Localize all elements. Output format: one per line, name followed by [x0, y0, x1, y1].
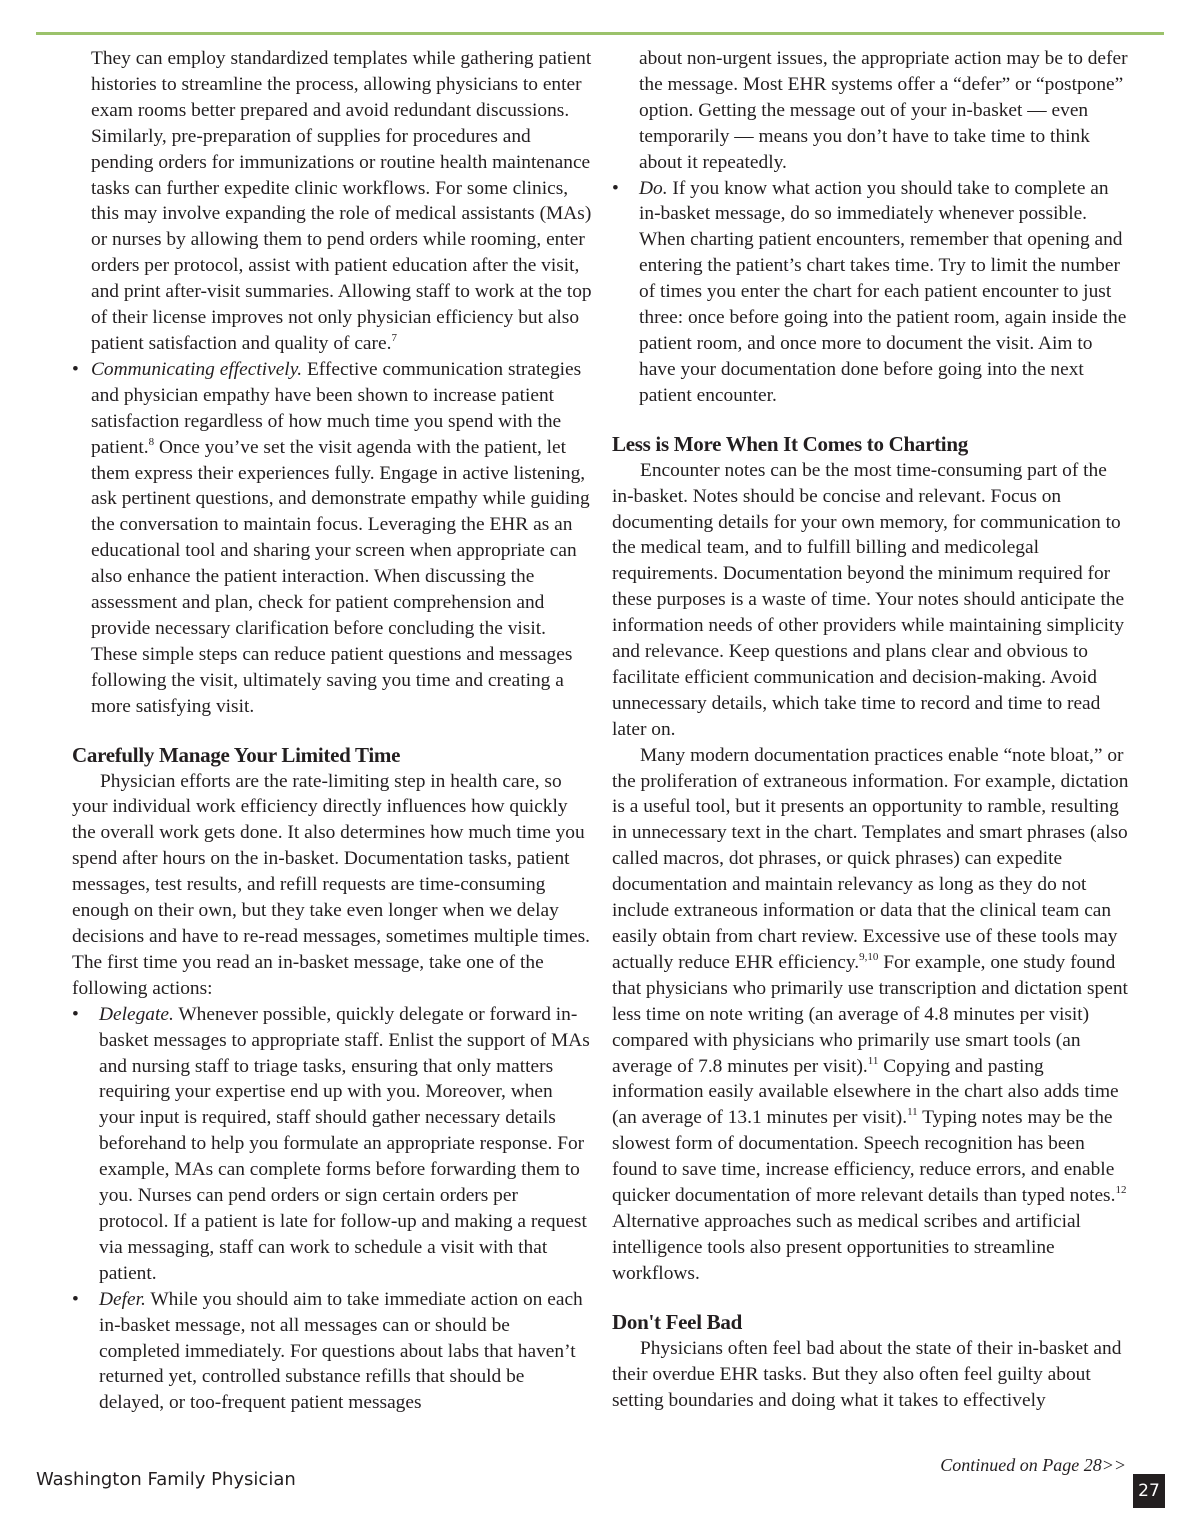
left-column: [72, 46, 592, 1416]
heading-manage-time: Carefully Manage Your Limited Time: [72, 742, 401, 767]
publication-name: Washington Family Physician: [36, 1469, 296, 1490]
paragraph: They can employ standardized templates while gathering patient histories to streamline the process, allowing physicians to enter exam rooms better prepared and avoid redundant discussions. Similarly, pre-preparation of supplies for procedures and pending orders for immunizations or routine health maintenance tasks can further expedite clinic workflows. For some clinics, this may involve expanding the role of medical assistants (MAs) or nurses by allowing them to pend orders while rooming, enter orders per protocol, assist with patient education after the visit, and print after-visit summaries. Allowing staff to work at the top of their license improves not only physician efficiency but also patient satisfaction and quality of care.$^7$: [91, 48, 592, 354]
continued-link[interactable]: Continued on Page 28>>: [940, 1455, 1126, 1475]
paragraph: Physicians often feel bad about the state of their in-basket and their overdue EHR tasks. But they also often feel guilty about setting boundaries and doing what it takes to effectively: [612, 1337, 1122, 1411]
bullet-defer: • Defer. While you should aim to take immediate action on each in-basket message, not all messages can or should be completed immediately. For questions about labs that haven’t returned yet, controlled substance refills that should be delayed, or too-frequent patient messages: [72, 1287, 592, 1417]
paragraph: Many modern documentation practices enable “note bloat,” or the proliferation of extraneous information. For example, dictation is a useful tool, but it presents an opportunity to ramble, resulting in unnecessary text in the chart. Templates and smart phrases (also called macros, dot phrases, or quick phrases) can expedite documentation and maintain relevancy as long as they do not include extraneous information or data that the clinical team can easily obtain from chart review. Excessive use of these tools may actually reduce EHR efficiency.$^{9,10}$ For example, one study found that physicians who primarily use transcription and dictation spent less time on note writing (an average of 4.8 minutes per visit) compared with physicians who primarily use smart tools (an average of 7.8 minutes per visit).$^{11}$ Copying and pasting information easily available elsewhere in the chart also adds time (an average of 13.1 minutes per visit).$^{11}$ Typing notes may be the slowest form of documentation. Speech recognition has been found to save time, increase efficiency, reduce errors, and enable quicker documentation of more relevant details than typed notes.$^{12}$ Alternative approaches such as medical scribes and artificial intelligence tools also present opportunities to streamline workflows.: [612, 744, 1129, 1284]
paragraph: Physician efforts are the rate-limiting step in health care, so your individual work efficiency directly influences how quickly the overall work gets done. It also determines how much time you spend after hours on the in-basket. Documentation tasks, patient messages, test results, and refill requests are time-consuming enough on their own, but they take even longer when we delay decisions and have to re-read messages, sometimes multiple times. The first time you read an in-basket message, take one of the following actions:: [72, 770, 591, 999]
right-column: [612, 46, 1132, 1413]
paragraph: Encounter notes can be the most time-consuming part of the in-basket. Notes should be concise and relevant. Focus on documenting details for your own memory, for communication to the medical team, and to fulfill billing and medicolegal requirements. Documentation beyond the minimum required for these purposes is a waste of time. Your notes should anticipate the information needs of other providers while maintaining simplicity and relevance. Keep questions and plans clear and obvious to facilitate efficient communication and decision-making. Avoid unnecessary details, which take time to record and time to read later on.: [612, 459, 1125, 740]
page-number: 27: [1133, 1474, 1165, 1508]
bullet-communicating: • Communicating effectively. Effective communication strategies and physician empathy have been shown to increase patient satisfaction regardless of how much time you spend with the patient.$^8$ Once you’ve set the visit agenda with the patient, let them express their experiences fully. Engage in active listening, ask pertinent questions, and demonstrate empathy while guiding the conversation to maintain focus. Leveraging the EHR as an educational tool and sharing your screen when appropriate can also enhance the patient interaction. When discussing the assessment and plan, check for patient comprehension and provide necessary clarification before concluding the visit. These simple steps can reduce patient questions and messages following the visit, ultimately saving you time and creating a more satisfying visit.: [72, 357, 592, 720]
heading-dont-feel-bad: Don't Feel Bad: [612, 1309, 742, 1334]
bullet-delegate: • Delegate. Whenever possible, quickly delegate or forward in-basket messages to appropriate staff. Enlist the support of MAs and nursing staff to triage tasks, ensuring that only matters requiring your expertise end up with you. Moreover, when your input is required, staff should gather necessary details beforehand to help you formulate an appropriate response. For example, MAs can complete forms before forwarding them to you. Nurses can pend orders or sign certain orders per protocol. If a patient is late for follow-up and making a request via messaging, staff can work to schedule a visit with that patient.: [72, 1002, 592, 1287]
heading-charting: Less is More When It Comes to Charting: [612, 431, 968, 456]
bullet-do: • Do. If you know what action you should take to complete an in-basket message, do so immediately whenever possible. When charting patient encounters, remember that opening and entering the patient’s chart takes time. Try to limit the number of times you enter the chart for each patient encounter to just three: once before going into the patient room, again inside the patient room, and once more to document the visit. Aim to have your documentation done before going into the next patient encounter.: [612, 176, 1132, 409]
paragraph: about non-urgent issues, the appropriate action may be to defer the message. Most EHR systems offer a “defer” or “postpone” option. Getting the message out of your in-basket — even temporarily — means you don’t have to take time to think about it repeatedly.: [639, 48, 1128, 173]
top-rule: [36, 32, 1164, 35]
